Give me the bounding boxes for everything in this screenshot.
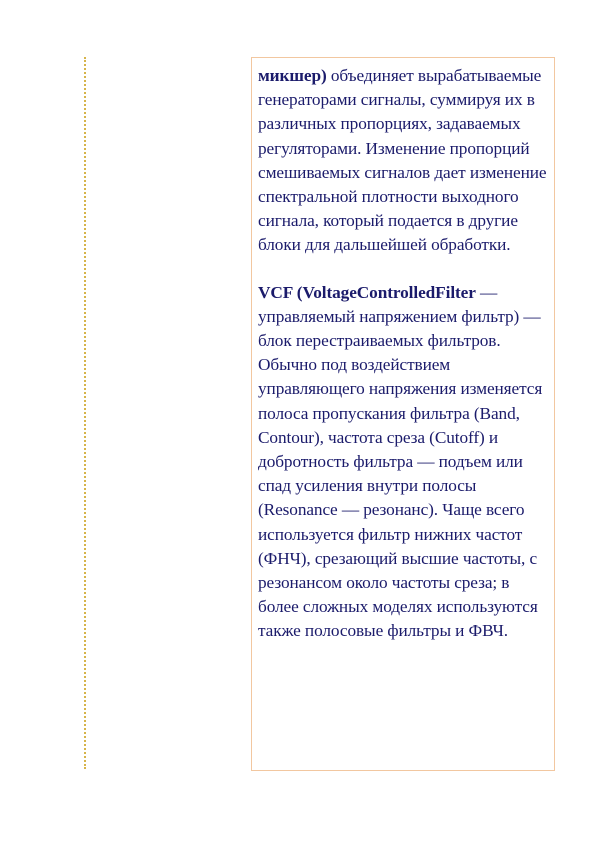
paragraph-mixer-lead: микшер) bbox=[258, 66, 327, 85]
paragraph-vcf bbox=[258, 281, 548, 644]
paragraph-mixer-body: объединяет вырабатываемые генераторами сигналы, суммируя их в различных пропорциях, задаваемых регуляторами. Изменение пропорций смешиваемых сигналов дает изменение спектральной плотности выходного сигнала, который подается в другие блоки для дальшейшей обработки. bbox=[258, 66, 547, 255]
paragraph-vcf-lead: VCF (VoltageControlledFilter bbox=[258, 282, 476, 302]
margin-rule bbox=[84, 57, 86, 769]
paragraph-mixer bbox=[258, 64, 548, 258]
paragraph-vcf-body: — управляемый напряжением фильтр) — блок перестраиваемых фильтров. Обычно под воздействием управляющего напряжения изменяется полоса пропускания фильтра (Band, Contour), частота среза (Cutoff) и добротность фильтра — подъем или спад усиления внутри полосы (Resonance — резонанс). Чаще всего используется фильтр нижних частот (ФНЧ), срезающий высшие частоты, с резонансом около частоты среза; в более сложных моделях используются также полосовые фильтры и ФВЧ. bbox=[258, 282, 543, 641]
text-frame bbox=[251, 57, 555, 771]
